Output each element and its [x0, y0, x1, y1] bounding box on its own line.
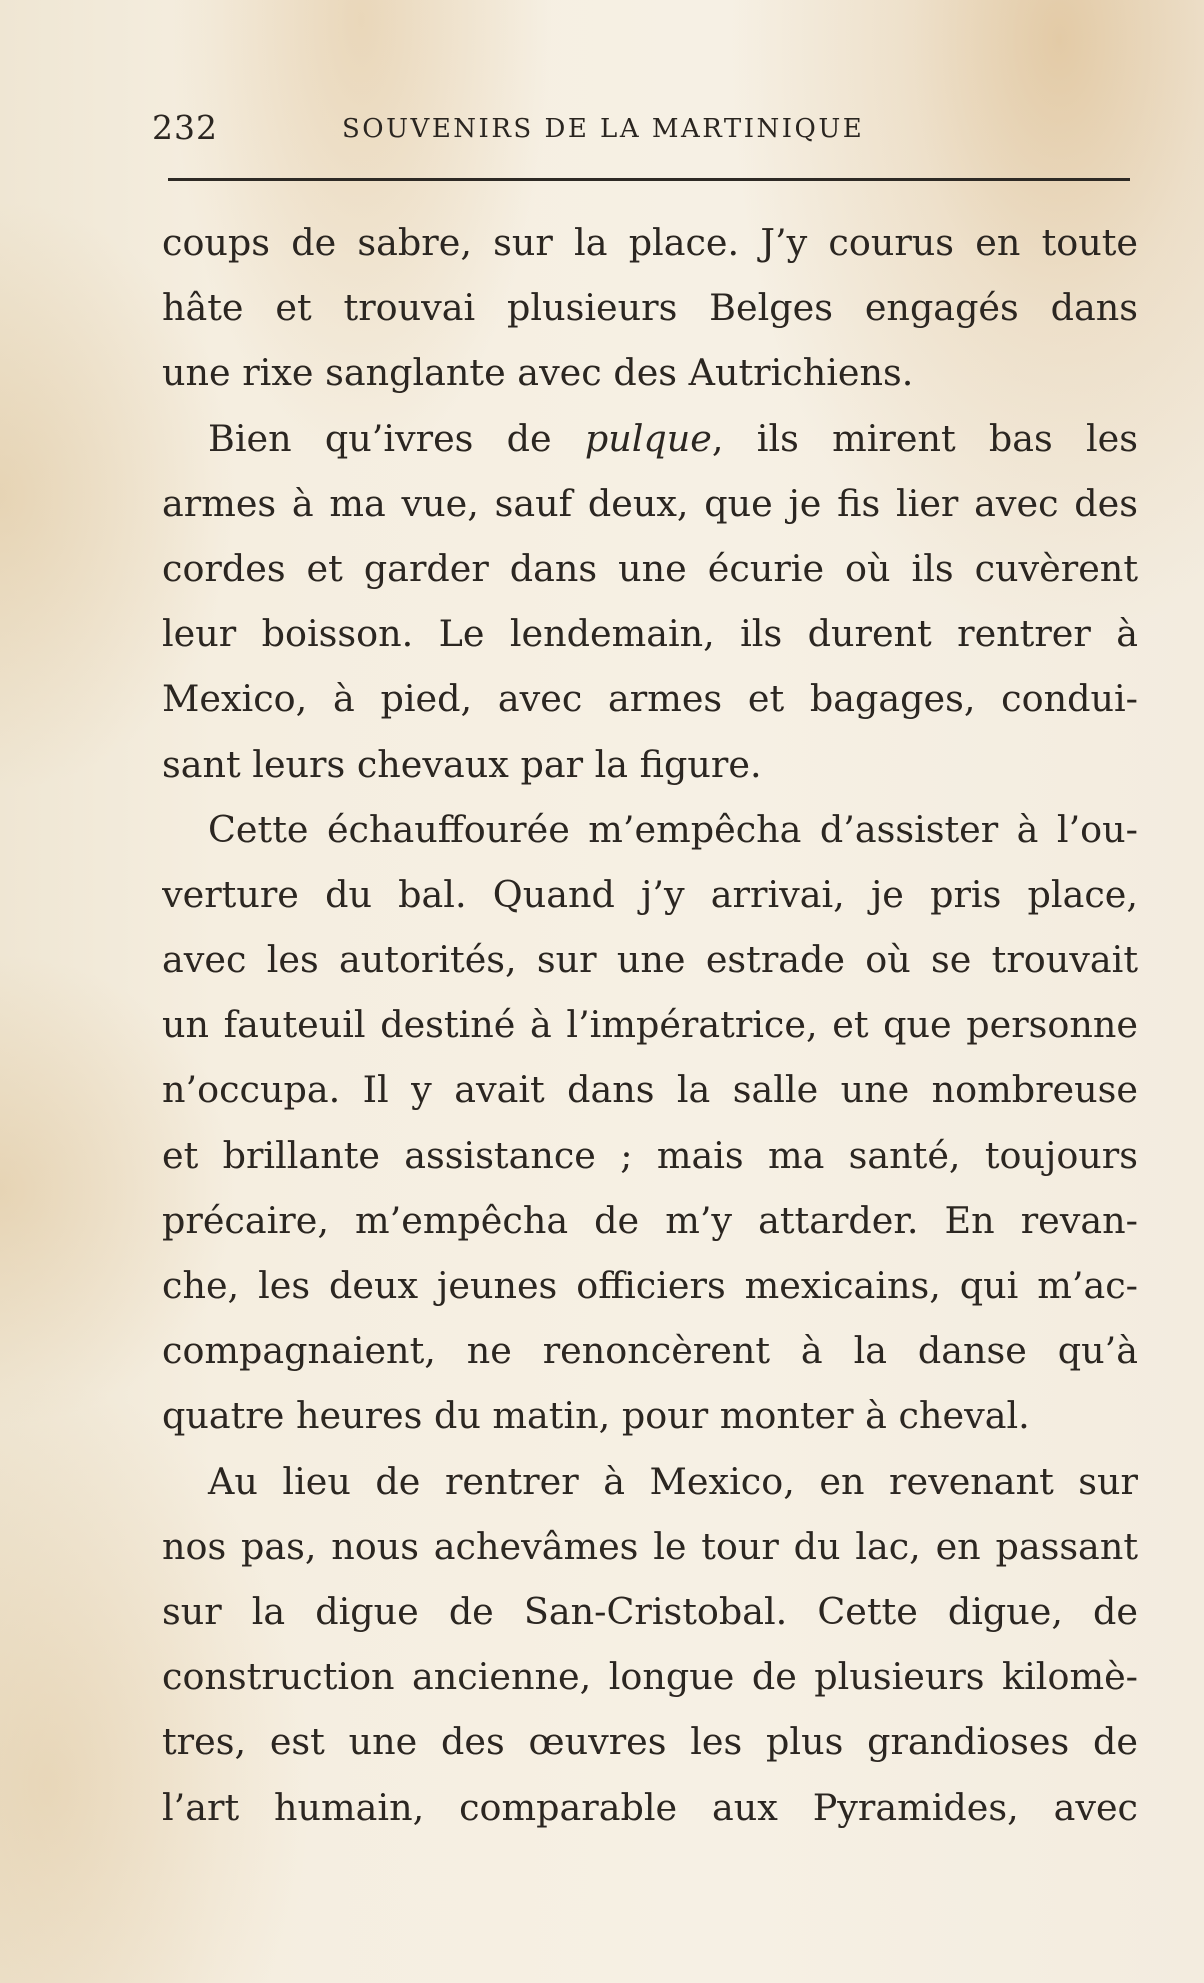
text-line: leur boisson. Le lendemain, ils durent rentrer à — [162, 612, 1138, 656]
text-line: avec les autorités, sur une estrade où se trouvait — [162, 938, 1138, 982]
text-line: sur la digue de San-Cristobal. Cette digue, de — [162, 1589, 1138, 1633]
text-line: coups de sabre, sur la place. J’y courus en toute — [162, 221, 1138, 264]
page-header — [152, 108, 1132, 158]
text-line: une rixe sanglante avec des Autrichiens. — [162, 351, 914, 395]
text-segment: Bien qu’ivres de — [208, 416, 585, 460]
text-line: armes à ma vue, sauf deux, que je fis lier avec des — [162, 481, 1138, 525]
running-title: SOUVENIRS DE LA MARTINIQUE — [342, 114, 865, 144]
page-number: 232 — [152, 108, 218, 147]
text-line: che, les deux jeunes officiers mexicains, qui m’ac- — [162, 1264, 1138, 1307]
text-line: construction ancienne, longue de plusieurs kilomè- — [162, 1655, 1138, 1699]
text-line — [162, 406, 1138, 471]
text-line: l’art humain, comparable aux Pyramides, avec — [162, 1785, 1138, 1829]
text-line: tres, est une des œuvres les plus grandioses de — [162, 1720, 1138, 1764]
text-line: n’occupa. Il y avait dans la salle une nombreuse — [162, 1068, 1138, 1112]
text-line: quatre heures du matin, pour monter à cheval. — [162, 1394, 1030, 1438]
body-text — [162, 210, 1138, 1840]
text-line: compagnaient, ne renoncèrent à la danse qu’à — [162, 1329, 1138, 1373]
text-line: Mexico, à pied, avec armes et bagages, condui- — [162, 677, 1138, 721]
text-line: Cette échauffourée m’empêcha d’assister à l’ou- — [208, 807, 1138, 851]
text-line: hâte et trouvai plusieurs Belges engagés dans — [162, 286, 1138, 330]
text-line: sant leurs chevaux par la figure. — [162, 742, 762, 786]
header-rule — [168, 178, 1130, 181]
text-line: et brillante assistance ; mais ma santé, toujours — [162, 1133, 1138, 1177]
italic-word: pulque — [584, 416, 712, 460]
text-line: nos pas, nous achevâmes le tour du lac, en passant — [162, 1524, 1138, 1568]
text-line: Au lieu de rentrer à Mexico, en revenant sur — [208, 1459, 1138, 1503]
text-line: verture du bal. Quand j’y arrivai, je pris place, — [162, 872, 1138, 916]
text-segment: , ils mirent bas les — [711, 416, 1138, 460]
text-line: un fauteuil destiné à l’impératrice, et que personne — [162, 1003, 1138, 1047]
text-line: précaire, m’empêcha de m’y attarder. En revan- — [162, 1198, 1138, 1242]
text-line: cordes et garder dans une écurie où ils cuvèrent — [162, 546, 1138, 590]
